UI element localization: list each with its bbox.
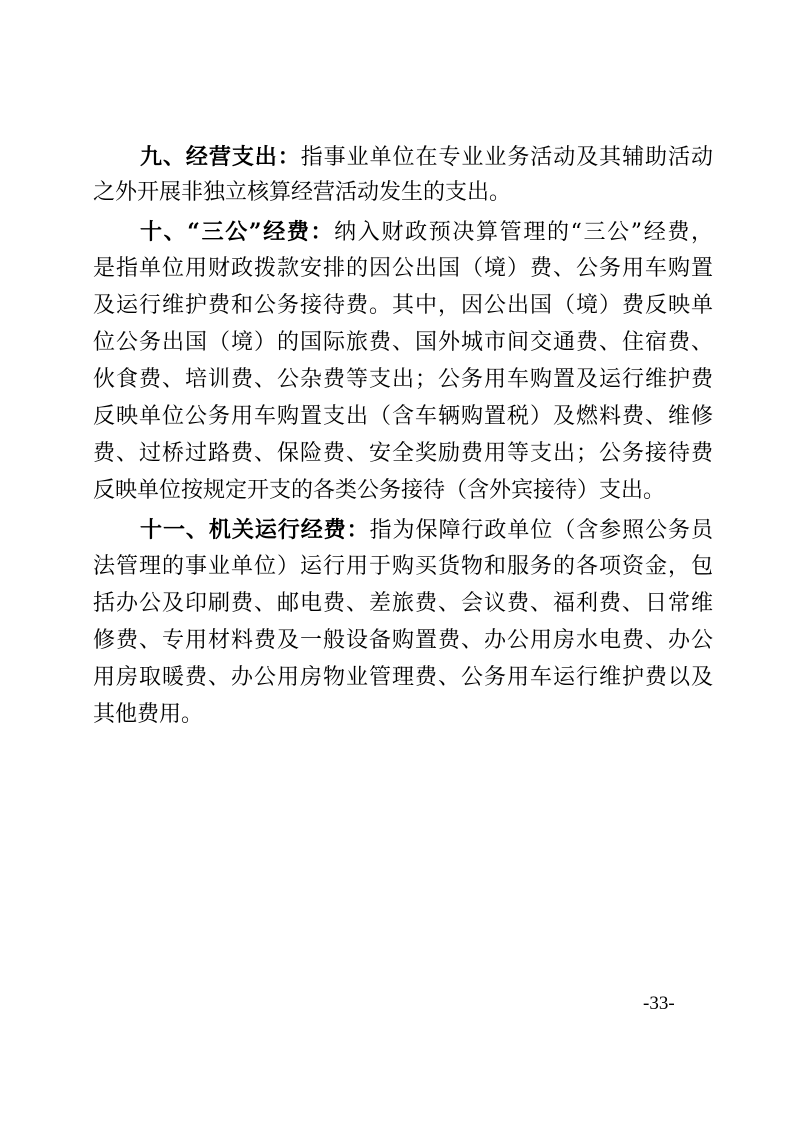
section-heading: 十、“三公”经费： — [140, 219, 335, 245]
paragraph-line — [140, 513, 713, 547]
paragraph-line: 反映单位按规定开支的各类公务接待（含外宾接待）支出。 — [93, 478, 666, 503]
section-heading: 九、经营支出： — [140, 144, 301, 170]
paragraph-line: 括办公及印刷费、邮电费、差旅费、会议费、福利费、日常维 — [93, 591, 713, 616]
paragraph-line: 是指单位用财政拨款安排的因公出国（境）费、公务用车购置 — [93, 256, 713, 281]
page-number: -33- — [643, 993, 675, 1014]
paragraph-line: 反映单位公务用车购置支出（含车辆购置税）及燃料费、维修 — [93, 404, 713, 429]
paragraph-line: 法管理的事业单位）运行用于购买货物和服务的各项资金，包 — [93, 554, 713, 579]
paragraph-line — [140, 140, 713, 174]
paragraph-line: 及运行维护费和公务接待费。其中，因公出国（境）费反映单 — [93, 293, 713, 318]
paragraph-line — [140, 215, 713, 249]
section-heading: 十一、机关运行经费： — [140, 517, 370, 543]
paragraph-text: 指为保障行政单位（含参照公务员 — [369, 518, 713, 543]
paragraph-line: 修费、专用材料费及一般设备购置费、办公用房水电费、办公 — [93, 628, 713, 653]
paragraph-text: 纳入财政预决算管理的“三公”经费， — [334, 220, 713, 245]
paragraph-text: 指事业单位在专业业务活动及其辅助活动 — [300, 145, 713, 170]
paragraph-line: 之外开展非独立核算经营活动发生的支出。 — [93, 180, 512, 205]
paragraph-line: 其他费用。 — [93, 702, 204, 727]
paragraph-line: 用房取暖费、办公用房物业管理费、公务用车运行维护费以及 — [93, 665, 713, 690]
paragraph-line: 费、过桥过路费、保险费、安全奖励费用等支出；公务接待费 — [93, 441, 713, 466]
paragraph-line: 位公务出国（境）的国际旅费、国外城市间交通费、住宿费、 — [93, 330, 713, 355]
paragraph-line: 伙食费、培训费、公杂费等支出；公务用车购置及运行维护费 — [93, 367, 713, 392]
